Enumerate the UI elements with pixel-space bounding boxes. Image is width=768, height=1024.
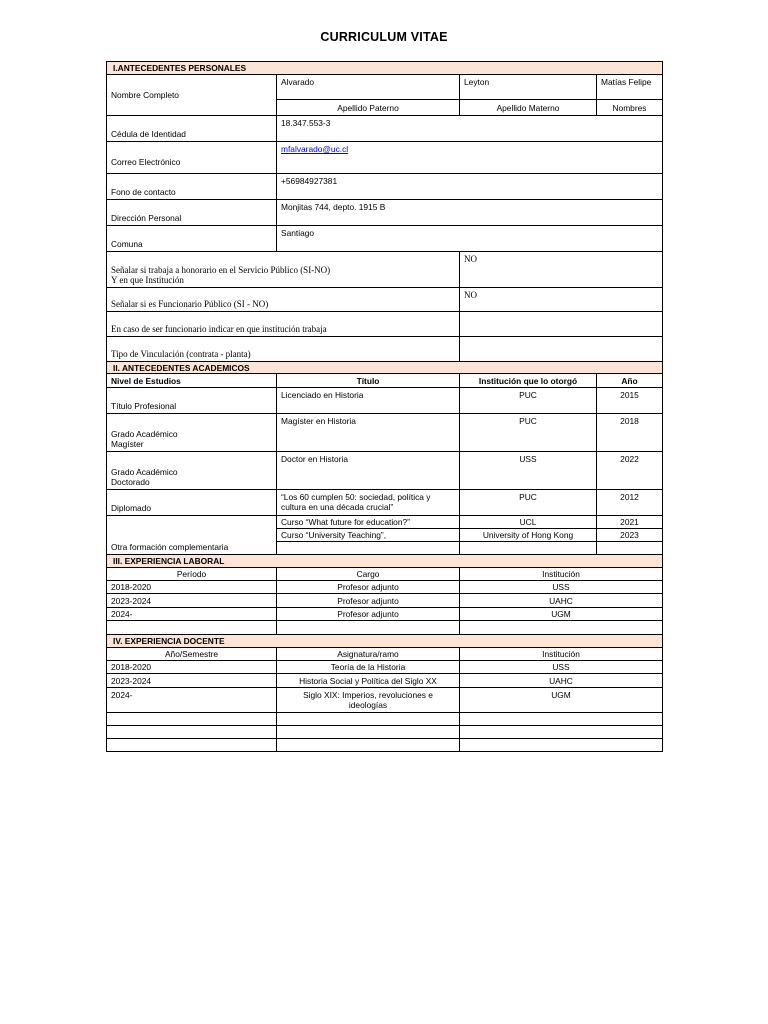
institucion-cell: PUC (460, 490, 597, 516)
institucion-cell: UAHC (460, 594, 663, 608)
institucion-cell: UGM (460, 688, 663, 713)
honorario-label-line: Señalar si trabaja a honorario en el Servicio Público (SI-NO) (111, 265, 331, 275)
nivel-line: Doctorado (111, 477, 150, 487)
funcionario-value: NO (460, 288, 663, 312)
empty-cell (460, 713, 663, 726)
institucion-value (460, 312, 663, 337)
institucion-cell: USS (460, 661, 663, 674)
institucion-cell: UAHC (460, 674, 663, 688)
anio-cell: 2022 (597, 452, 663, 490)
table-header-row (107, 374, 663, 388)
comuna-value: Santiago (277, 226, 663, 252)
anio-cell: 2012 (597, 490, 663, 516)
anio-cell: 2023 (597, 529, 663, 542)
table-row (107, 581, 663, 594)
table-row (107, 674, 663, 688)
column-header: Año/Semestre (107, 648, 277, 661)
institucion-cell: UCL (460, 516, 597, 529)
periodo-cell: 2024- (107, 688, 277, 713)
nombres-value: Matías Felipe (597, 75, 663, 100)
anio-cell: 2015 (597, 388, 663, 414)
field-label: Tipo de Vinculación (contrata - planta) (107, 337, 460, 362)
table-row (107, 337, 663, 362)
institucion-cell: PUC (460, 388, 597, 414)
table-row (107, 116, 663, 142)
honorario-value: NO (460, 252, 663, 288)
periodo-cell: 2018-2020 (107, 661, 277, 674)
periodo-cell: 2023-2024 (107, 674, 277, 688)
column-header: Período (107, 568, 277, 581)
nivel-cell: Título Profesional (107, 388, 277, 414)
asignatura-cell (277, 688, 460, 713)
nivel-cell: Diplomado (107, 490, 277, 516)
nivel-cell (107, 452, 277, 490)
asignatura-cell: Teoría de la Historia (277, 661, 460, 674)
empty-cell (277, 713, 460, 726)
anio-cell: 2018 (597, 414, 663, 452)
titulo-cell: Doctor en Historia (277, 452, 460, 490)
email-link[interactable]: mfalvarado@uc.cl (281, 144, 349, 154)
column-header: Año (597, 374, 663, 388)
column-header: Asignatura/ramo (277, 648, 460, 661)
section-title: III. EXPERIENCIA LABORAL (107, 555, 663, 568)
titulo-cell: Curso “What future for education?” (277, 516, 460, 529)
institucion-cell: University of Hong Kong (460, 529, 597, 542)
empty-cell (460, 739, 663, 752)
table-row (107, 739, 663, 752)
column-header: Cargo (277, 568, 460, 581)
nivel-cell: Otra formación complementaria (107, 516, 277, 555)
section-title: II. ANTECEDENTES ACADEMICOS (107, 362, 663, 374)
honorario-label-line: Y en que Institución (111, 275, 184, 285)
cargo-cell: Profesor adjunto (277, 594, 460, 608)
empty-cell (107, 713, 277, 726)
table-row (107, 174, 663, 200)
asignatura-line: Siglo XIX: Imperios, revoluciones e (303, 690, 433, 700)
nivel-line: Magíster (111, 439, 144, 449)
asignatura-line: ideologías (348, 700, 388, 710)
table-header-row (107, 568, 663, 581)
institucion-cell: USS (460, 452, 597, 490)
section-title: I.ANTECEDENTES PERSONALES (107, 62, 663, 75)
cv-table (106, 61, 663, 752)
field-label: Cédula de Identidad (107, 116, 277, 142)
column-header: Institución que lo otorgó (460, 374, 597, 388)
section-title: IV. EXPERIENCIA DOCENTE (107, 635, 663, 648)
titulo-cell (277, 490, 460, 516)
field-label: Comuna (107, 226, 277, 252)
cargo-cell: Profesor adjunto (277, 581, 460, 594)
empty-cell (460, 542, 597, 555)
cedula-value: 18.347.553-3 (277, 116, 663, 142)
field-label (107, 252, 460, 288)
vinculacion-value (460, 337, 663, 362)
apellido-materno-value: Leyton (460, 75, 597, 100)
titulo-cell: Curso “University Teaching”, (277, 529, 460, 542)
table-row (107, 688, 663, 713)
fono-value: +56984927381 (277, 174, 663, 200)
section-header-personal (107, 62, 663, 75)
table-row (107, 713, 663, 726)
empty-cell (277, 542, 460, 555)
field-label: En caso de ser funcionario indicar en que institución trabaja (107, 312, 460, 337)
table-row (107, 288, 663, 312)
section-header-laboral (107, 555, 663, 568)
field-label: Fono de contacto (107, 174, 277, 200)
section-header-academic (107, 362, 663, 374)
asignatura-cell: Historia Social y Política del Siglo XX (277, 674, 460, 688)
column-header: Título (277, 374, 460, 388)
table-row (107, 252, 663, 288)
nivel-cell (107, 414, 277, 452)
periodo-cell: 2023-2024 (107, 594, 277, 608)
column-header: Nivel de Estudios (107, 374, 277, 388)
table-row (107, 200, 663, 226)
empty-cell (460, 726, 663, 739)
email-cell (277, 142, 663, 174)
table-row (107, 516, 663, 529)
institucion-cell: UGM (460, 608, 663, 621)
empty-cell (277, 726, 460, 739)
table-row (107, 414, 663, 452)
nivel-line: Grado Académico (111, 429, 178, 439)
empty-cell (277, 739, 460, 752)
table-row (107, 142, 663, 174)
section-header-docente (107, 635, 663, 648)
table-row (107, 621, 663, 635)
field-label: Nombre Completo (107, 75, 277, 116)
column-header: Institución (460, 648, 663, 661)
page-title: CURRICULUM VITAE (320, 30, 448, 44)
titulo-line: cultura en una década crucial” (281, 502, 394, 512)
periodo-cell: 2024- (107, 608, 277, 621)
nivel-line: Grado Académico (111, 467, 178, 477)
table-row (107, 452, 663, 490)
empty-cell (277, 621, 460, 635)
field-caption: Nombres (597, 100, 663, 116)
table-header-row (107, 648, 663, 661)
empty-cell (107, 726, 277, 739)
field-label: Correo Electrónico (107, 142, 277, 174)
anio-cell: 2021 (597, 516, 663, 529)
titulo-cell: Magíster en Historia (277, 414, 460, 452)
empty-cell (107, 621, 277, 635)
titulo-line: “Los 60 cumplen 50: sociedad, política y (281, 492, 431, 502)
table-row (107, 388, 663, 414)
table-row (107, 312, 663, 337)
table-row (107, 226, 663, 252)
table-row (107, 490, 663, 516)
field-label: Dirección Personal (107, 200, 277, 226)
periodo-cell: 2018-2020 (107, 581, 277, 594)
empty-cell (107, 739, 277, 752)
table-row (107, 726, 663, 739)
institucion-cell: PUC (460, 414, 597, 452)
column-header: Institución (460, 568, 663, 581)
direccion-value: Monjitas 744, depto. 1915 B (277, 200, 663, 226)
empty-cell (597, 542, 663, 555)
table-row (107, 594, 663, 608)
empty-cell (460, 621, 663, 635)
titulo-cell: Licenciado en Historia (277, 388, 460, 414)
table-row (107, 608, 663, 621)
cargo-cell: Profesor adjunto (277, 608, 460, 621)
apellido-paterno-value: Alvarado (277, 75, 460, 100)
field-caption: Apellido Materno (460, 100, 597, 116)
table-row (107, 75, 663, 100)
table-row (107, 661, 663, 674)
field-label: Señalar si es Funcionario Público (SI - NO) (107, 288, 460, 312)
institucion-cell: USS (460, 581, 663, 594)
field-caption: Apellido Paterno (277, 100, 460, 116)
